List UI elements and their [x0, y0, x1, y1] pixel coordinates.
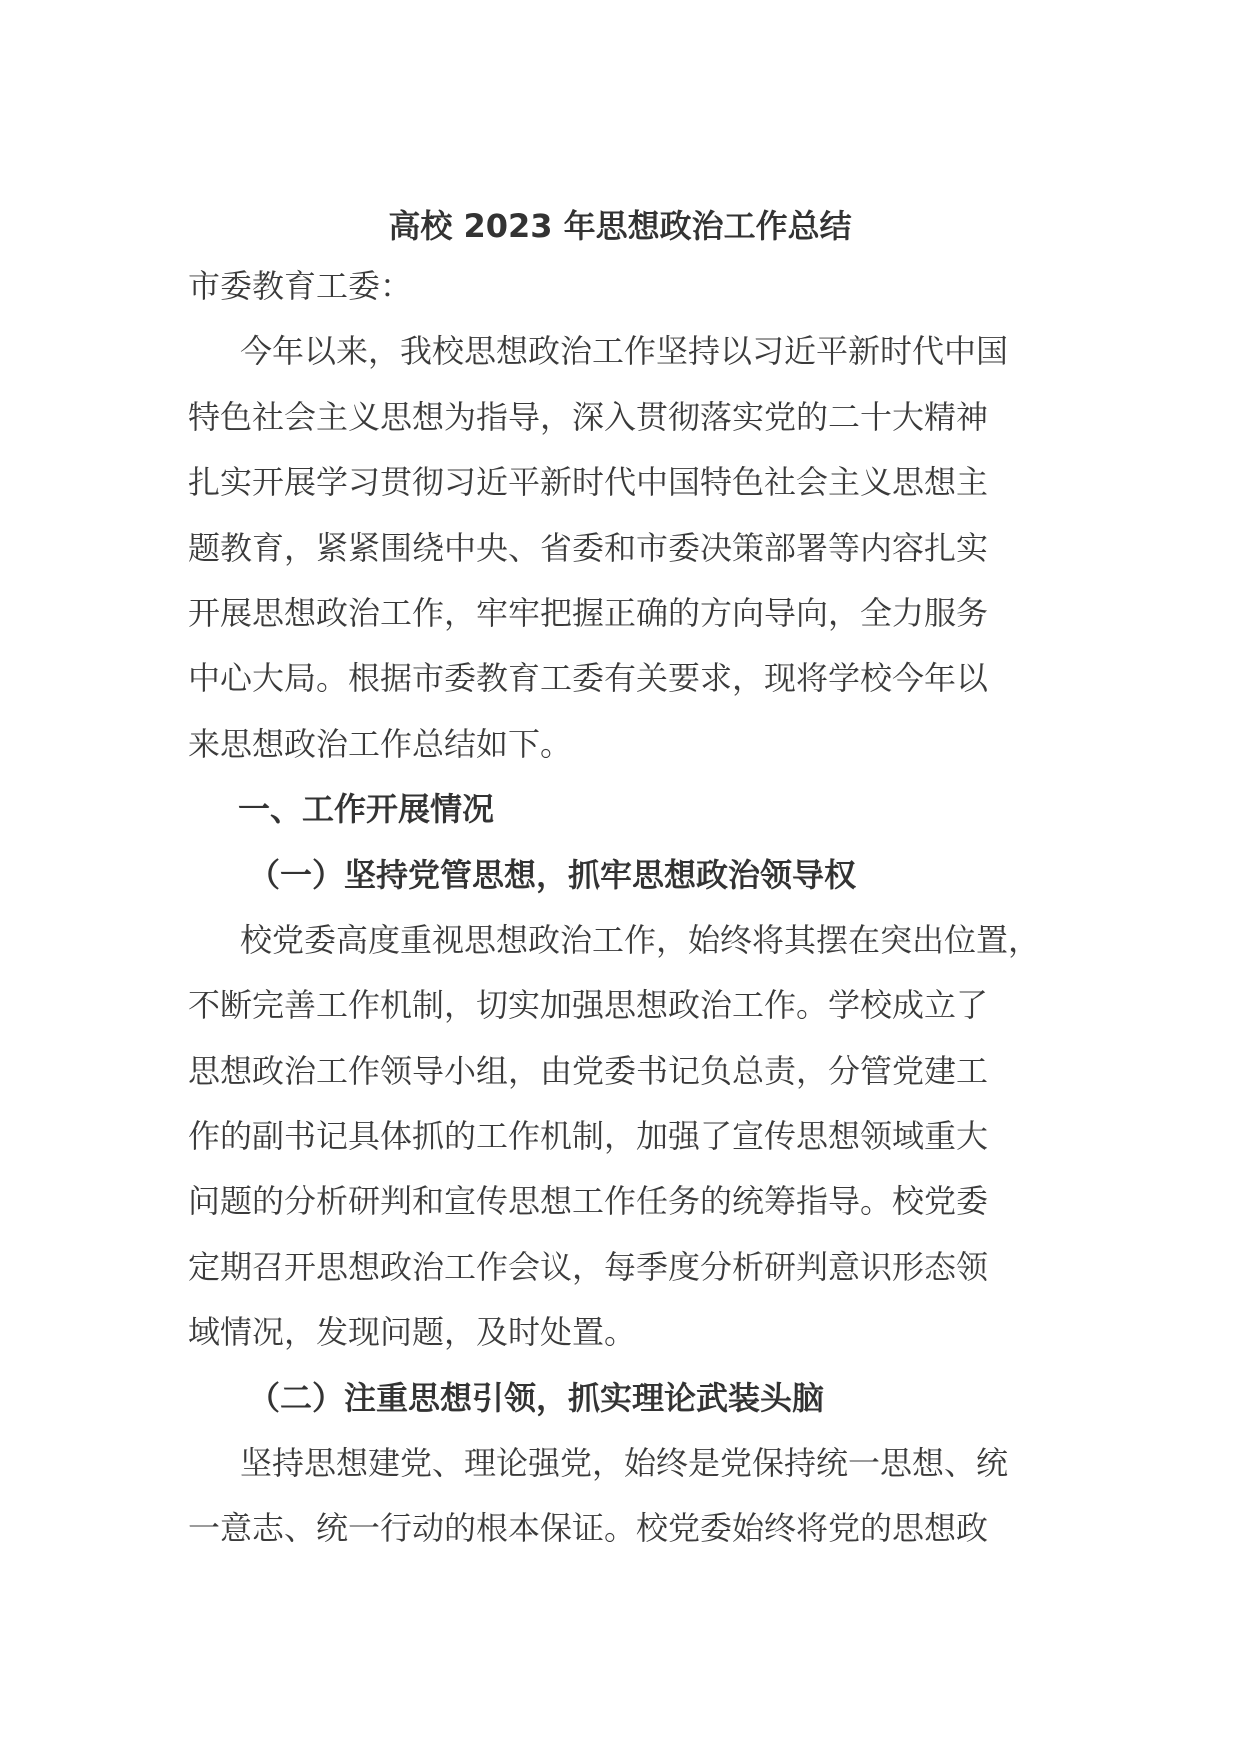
paragraph-line: 来思想政治工作总结如下。 [188, 724, 573, 763]
paragraph-line: 今年以来，我校思想政治工作坚持以习近平新时代中国 [240, 332, 1009, 371]
paragraph-line: 校党委高度重视思想政治工作，始终将其摆在突出位置， [240, 920, 1041, 959]
paragraph-line: 开展思想政治工作，牢牢把握正确的方向导向，全力服务 [188, 593, 989, 632]
paragraph-line: 不断完善工作机制，切实加强思想政治工作。学校成立了 [188, 986, 989, 1025]
paragraph-line: 域情况，发现问题，及时处置。 [188, 1313, 637, 1352]
paragraph-line: 题教育，紧紧围绕中央、省委和市委决策部署等内容扎实 [188, 528, 989, 567]
paragraph-line: 作的副书记具体抓的工作机制，加强了宣传思想领域重大 [188, 1117, 989, 1156]
paragraph-line: 坚持思想建党、理论强党，始终是党保持统一思想、统 [240, 1444, 1009, 1483]
paragraph-line: 定期召开思想政治工作会议，每季度分析研判意识形态领 [188, 1247, 989, 1286]
document-title: 高校 2023 年思想政治工作总结 [388, 207, 852, 245]
paragraph-line: 特色社会主义思想为指导，深入贯彻落实党的二十大精神 [188, 397, 989, 436]
section-heading: 一、工作开展情况 [238, 790, 495, 829]
paragraph-line: 中心大局。根据市委教育工委有关要求，现将学校今年以 [188, 659, 989, 698]
salutation: 市委教育工委： [188, 267, 413, 305]
paragraph-line: 一意志、统一行动的根本保证。校党委始终将党的思想政 [188, 1509, 989, 1548]
paragraph-line: 问题的分析研判和宣传思想工作任务的统筹指导。校党委 [188, 1182, 989, 1221]
paragraph-line: 思想政治工作领导小组，由党委书记负总责，分管党建工 [188, 1051, 989, 1090]
subsection-heading: （二）注重思想引领，抓实理论武装头脑 [248, 1378, 825, 1417]
paragraph-line: 扎实开展学习贯彻习近平新时代中国特色社会主义思想主 [188, 463, 989, 502]
subsection-heading: （一）坚持党管思想，抓牢思想政治领导权 [248, 855, 857, 894]
document-body [188, 254, 1068, 1562]
